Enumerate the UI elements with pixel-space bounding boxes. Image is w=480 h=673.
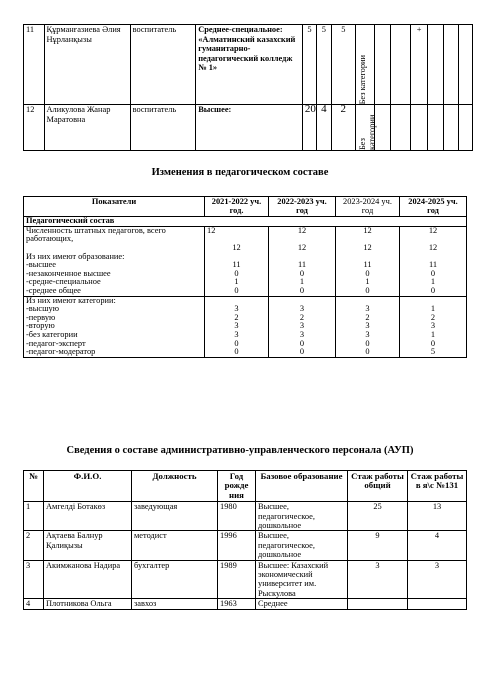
admin-staff-table (23, 470, 467, 610)
cell-value: 12 (400, 244, 467, 253)
cell-value: 0 (205, 348, 269, 357)
empty-cell (374, 25, 390, 105)
local-experience: 13 (408, 502, 467, 531)
table-row (24, 253, 467, 262)
education: Среднее (256, 599, 348, 609)
empty-cell (444, 105, 458, 151)
mark: + (411, 25, 427, 105)
table-row (24, 331, 467, 340)
position: воспитатель (130, 25, 196, 105)
cell-value: 0 (400, 270, 467, 279)
cell-value: 0 (400, 287, 467, 296)
table-row (24, 105, 473, 151)
empty-cell (444, 25, 458, 105)
full-name: Акимжанова Надира (44, 560, 132, 599)
birth-year: 1996 (218, 531, 256, 560)
cell-value: 3 (269, 322, 336, 331)
cell-value: 0 (205, 287, 269, 296)
table-header-row (24, 471, 467, 502)
table-row (24, 599, 467, 609)
birth-year: 1980 (218, 502, 256, 531)
row-number: 4 (24, 599, 44, 609)
value-a: 20 (302, 105, 316, 151)
cell-value: 3 (205, 322, 269, 331)
category: Без категории (358, 54, 368, 104)
position: завхоз (132, 599, 218, 609)
cell-value: 3 (205, 331, 269, 340)
total-experience: 25 (348, 502, 408, 531)
table-row (24, 348, 467, 357)
table-row (24, 305, 467, 314)
cell-value: 1 (269, 278, 336, 287)
column-header: № (24, 471, 44, 502)
row-label: -первую (24, 314, 205, 323)
row-number: 2 (24, 531, 44, 560)
column-header: Ф.И.О. (44, 471, 132, 502)
cell-value: 11 (400, 261, 467, 270)
position: методист (132, 531, 218, 560)
education: Высшее, педагогическое, дошкольное (256, 502, 348, 531)
column-header: Должность (132, 471, 218, 502)
row-label: -незаконченное высшее (24, 270, 205, 279)
column-header: 2021-2022 уч. год. (205, 197, 269, 217)
table-row (24, 217, 467, 227)
cell-value: 3 (336, 322, 400, 331)
category-cell (356, 25, 374, 105)
table-row (24, 502, 467, 531)
empty-cell (427, 105, 443, 151)
education: Высшее: (196, 105, 303, 151)
cell-value: 1 (400, 278, 467, 287)
empty-cell (390, 25, 411, 105)
cell-value: 0 (400, 340, 467, 349)
admin-section-title: Сведения о составе административно-управленческого персонала (АУП) (66, 445, 414, 456)
education: Высшее, педагогическое, дошкольное (256, 531, 348, 560)
row-number: 12 (24, 105, 45, 151)
full-name: Аликулова Жанар Маратовна (44, 105, 130, 151)
education: Среднее-специальное: «Алматинский казахский гуманитарно-педагогический колледж № 1» (196, 25, 303, 105)
column-header: Стаж работы в я\с №131 (408, 471, 467, 502)
table-row (24, 25, 473, 105)
local-experience: 3 (408, 560, 467, 599)
cell-value: 12 (269, 226, 336, 244)
row-label: -средне-специальное (24, 278, 205, 287)
full-name: Амгелді Ботакөз (44, 502, 132, 531)
cell-value: 1 (205, 278, 269, 287)
value-b: 4 (317, 105, 331, 151)
cell-value: 12 (205, 244, 269, 253)
cell-value: 12 (400, 226, 467, 244)
row-label: -высшее (24, 261, 205, 270)
value-b: 5 (317, 25, 331, 105)
empty-cell (411, 105, 427, 151)
cell-value: 1 (400, 331, 467, 340)
column-header: 2024-2025 уч. год (400, 197, 467, 217)
local-experience: 4 (408, 531, 467, 560)
row-label: Из них имеют категории: (24, 296, 205, 305)
column-header: Год рожде ния (218, 471, 256, 502)
value-c: 5 (331, 25, 356, 105)
cell-value: 3 (205, 305, 269, 314)
cell-value: 3 (400, 322, 467, 331)
staff-table-fragment (23, 24, 473, 151)
row-number: 3 (24, 560, 44, 599)
row-label: -высшую (24, 305, 205, 314)
cell-value: 0 (336, 287, 400, 296)
column-header: 2023-2024 уч. год (336, 197, 400, 217)
total-experience: 3 (348, 560, 408, 599)
category: Без категории (358, 114, 377, 150)
cell-value: 0 (336, 340, 400, 349)
cell-value: 0 (269, 340, 336, 349)
total-experience: 9 (348, 531, 408, 560)
pedagogical-staff-changes-table (23, 196, 467, 358)
education: Высшее: Казахский экономический университет им. Рыскулова (256, 560, 348, 599)
cell-value: 0 (269, 287, 336, 296)
cell-value: 0 (205, 340, 269, 349)
full-name: Құрманғазиева Әлия Нұрланқызы (44, 25, 130, 105)
cell-value: 11 (269, 261, 336, 270)
total-experience (348, 599, 408, 609)
table-header-row (24, 197, 467, 217)
empty-cell (390, 105, 411, 151)
full-name: Ақтаева Балнур Қалиқызы (44, 531, 132, 560)
row-label: -среднее общее (24, 287, 205, 296)
row-number: 1 (24, 502, 44, 531)
table-row (24, 531, 467, 560)
row-label: Из них имеют образование: (24, 253, 205, 262)
row-label: Численность штатных педагогов, всего работающих, (24, 226, 205, 244)
cell-value: 2 (400, 314, 467, 323)
cell-value: 1 (400, 305, 467, 314)
changes-section-title: Изменения в педагогическом составе (151, 167, 329, 178)
column-header: Стаж работы общий (348, 471, 408, 502)
row-label: -вторую (24, 322, 205, 331)
cell-value: 0 (269, 270, 336, 279)
cell-value: 3 (269, 331, 336, 340)
cell-value: 3 (336, 331, 400, 340)
table-row (24, 226, 467, 244)
row-label: -педагог-модератор (24, 348, 205, 357)
table-row (24, 278, 467, 287)
cell-value: 0 (269, 348, 336, 357)
cell-value: 12 (336, 244, 400, 253)
cell-value: 0 (336, 270, 400, 279)
birth-year: 1963 (218, 599, 256, 609)
cell-value: 2 (336, 314, 400, 323)
cell-value: 3 (269, 305, 336, 314)
position: заведующая (132, 502, 218, 531)
cell-value: 0 (205, 270, 269, 279)
birth-year: 1989 (218, 560, 256, 599)
row-label: -педагог-эксперт (24, 340, 205, 349)
cell-value: 5 (400, 348, 467, 357)
cell-value: 12 (269, 244, 336, 253)
local-experience (408, 599, 467, 609)
cell-value: 2 (269, 314, 336, 323)
cell-value: 0 (336, 348, 400, 357)
table-row (24, 322, 467, 331)
value-a: 5 (302, 25, 316, 105)
cell-value: 11 (205, 261, 269, 270)
section-label: Педагогический состав (24, 217, 467, 227)
position: бухгалтер (132, 560, 218, 599)
empty-cell (458, 25, 472, 105)
value-c: 2 (331, 105, 356, 151)
cell-value: 3 (336, 305, 400, 314)
category-cell (356, 105, 377, 151)
cell-value: 2 (205, 314, 269, 323)
column-header: Показатели (24, 197, 205, 217)
column-header: 2022-2023 уч. год (269, 197, 336, 217)
empty-cell (458, 105, 472, 151)
cell-value: 11 (336, 261, 400, 270)
full-name: Плотникова Ольга (44, 599, 132, 609)
cell-value: 1 (336, 278, 400, 287)
cell-value: 12 (205, 226, 269, 244)
row-number: 11 (24, 25, 45, 105)
cell-value: 12 (336, 226, 400, 244)
empty-cell (427, 25, 443, 105)
position: воспитатель (130, 105, 196, 151)
row-label: -без категории (24, 331, 205, 340)
column-header: Базовое образование (256, 471, 348, 502)
table-row (24, 560, 467, 599)
table-row (24, 287, 467, 296)
table-row (24, 314, 467, 323)
table-row (24, 296, 467, 305)
